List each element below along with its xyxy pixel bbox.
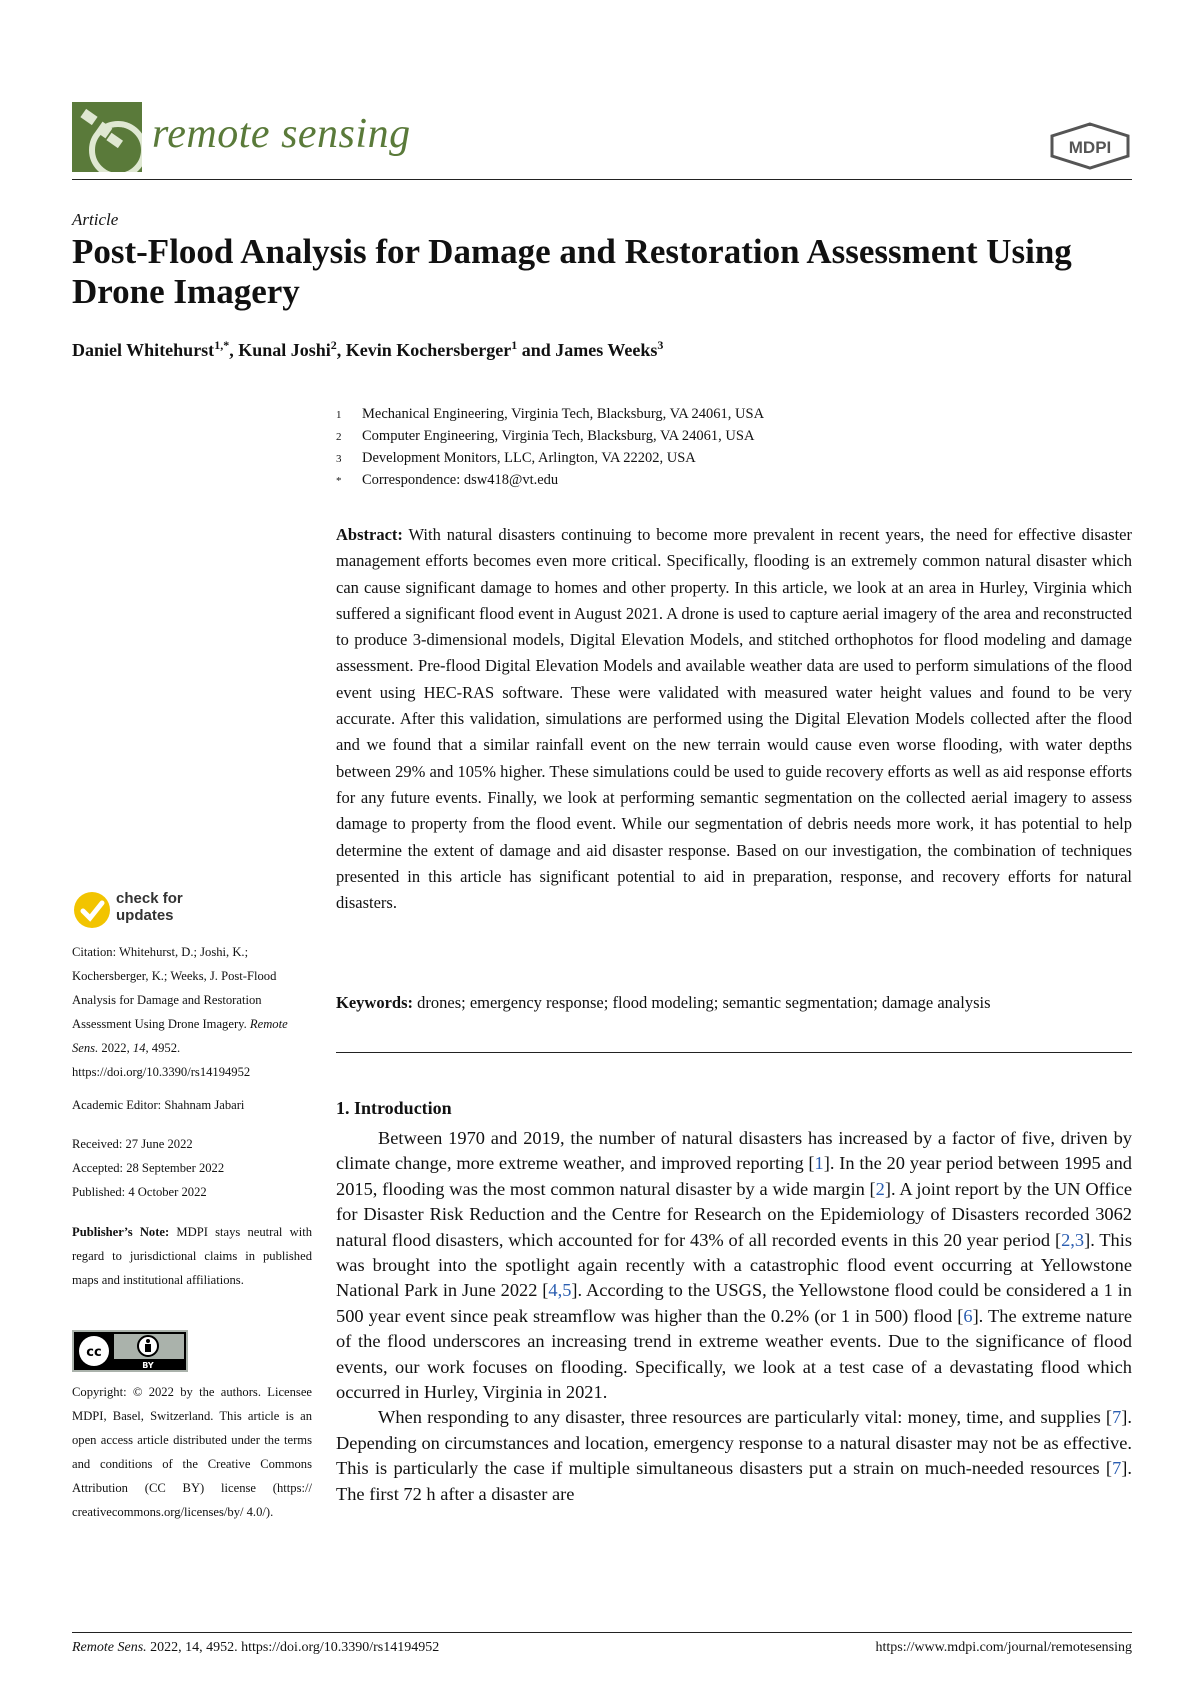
body-text: Between 1970 and 2019, the number of natural disasters has increased by a factor of five, driven by climate change, more extreme weather, and improved reporting [ bbox=[336, 1128, 1132, 1174]
dates-block bbox=[72, 1132, 312, 1204]
affiliation-text: Mechanical Engineering, Virginia Tech, Blacksburg, VA 24061, USA bbox=[362, 406, 765, 422]
keywords-label: Keywords: bbox=[336, 993, 413, 1012]
satellite-icon bbox=[72, 102, 142, 172]
affiliation-mark: 3 bbox=[336, 453, 342, 465]
citation-link[interactable]: 2,3 bbox=[1061, 1229, 1085, 1250]
body-text: When responding to any disaster, three resources are particularly vital: money, time, and supplies [ bbox=[378, 1407, 1113, 1428]
check-updates-line1: check for bbox=[116, 890, 183, 907]
body-text: ]. According to the USGS, the Yellowstone flood could be considered a 1 in 500 year event since peak streamflow was higher than the 0.2% (or 1 in 500) flood [ bbox=[336, 1280, 1132, 1326]
keywords bbox=[336, 993, 1132, 1013]
body-text: ]. A joint report by the UN Office for Disaster Risk Reduction and the Centre for Research on the Epidemiology of Disasters recorded 3062 natural flood disasters, which accounted for for 43% of all recorded events in this 20 year period [ bbox=[336, 1178, 1132, 1250]
cc-icon: cc bbox=[86, 1345, 102, 1360]
journal-logo bbox=[72, 102, 142, 172]
received-date: Received: 27 June 2022 bbox=[72, 1137, 193, 1151]
author-affiliation-mark: 3 bbox=[657, 338, 664, 352]
academic-editor: Academic Editor: Shahnam Jabari bbox=[72, 1098, 245, 1112]
citation-volume: 14, bbox=[132, 1041, 149, 1055]
citation-label: Citation: bbox=[72, 945, 117, 959]
citation-link[interactable]: 6 bbox=[963, 1305, 973, 1326]
author-list bbox=[72, 338, 663, 361]
check-icon bbox=[72, 890, 112, 930]
abstract bbox=[336, 522, 1132, 916]
author-affiliation-mark: 1,* bbox=[214, 338, 230, 352]
check-updates-line2: updates bbox=[116, 907, 174, 924]
citation-doi-link[interactable]: https://doi.org/10.3390/rs14194952 bbox=[72, 1065, 251, 1079]
publisher-note-text: MDPI stays neutral with regard to jurisdictional claims in published maps and institutional affiliations. bbox=[72, 1225, 313, 1287]
body-text: ]. The extreme nature of the flood underscores an increasing trend in extreme weather events. Due to the significance of flood events, our work focuses on flooding. Specifically, we look at a test case of a devastating flood which occurred in Hurley, Virginia in 2021. bbox=[336, 1305, 1132, 1403]
abstract-label: Abstract: bbox=[336, 525, 403, 544]
cc-by-license-badge[interactable] bbox=[72, 1330, 188, 1372]
body-paragraph bbox=[336, 1405, 1132, 1507]
affiliation-item bbox=[336, 472, 1136, 494]
citation-article-no: 4952. bbox=[151, 1041, 181, 1055]
publisher-note bbox=[72, 1220, 312, 1292]
keywords-text: drones; emergency response; flood modeling; semantic segmentation; damage analysis bbox=[417, 993, 991, 1012]
abstract-text: With natural disasters continuing to become more prevalent in recent years, the need for effective disaster management efforts becomes even more critical. Specifically, flooding is an extremely common natural disaster which can cause significant damage to homes and other property. In this article, we look at an area in Hurley, Virginia which suffered a significant flood event in August 2021. A drone is used to capture aerial imagery of the area and reconstructed to produce 3-dimensional models, Digital Elevation Models, and stitched orthophotos for flood modeling and damage assessment. Pre-flood Digital Elevation Models and available weather data are used to perform simulations of the flood event using HEC-RAS software. These were validated with measured water height values and found to be very accurate. After this validation, simulations are performed using the Digital Elevation Models collected after the flood and we found that a similar rainfall event on the new terrain would cause even worse flooding, with water depths between 29% and 105% higher. These simulations could be used to guide recovery efforts as well as aid response efforts for any future events. Finally, we look at performing semantic segmentation on the collected aerial imagery to assess damage to property from the flood event. While our segmentation of debris needs more work, it has potential to help determine the extent of damage and aid disaster response. Based on our investigation, the combination of techniques presented in this article has significant potential to aid in preparation, response, and recovery efforts for natural disasters. bbox=[336, 525, 1132, 913]
citation-year: 2022, bbox=[101, 1041, 130, 1055]
author-separator: , bbox=[336, 340, 346, 360]
copyright-block: Copyright: © 2022 by the authors. Licensee MDPI, Basel, Switzerland. This article is an open access article distributed under the terms and conditions of the Creative Commons Attribution (CC BY) license (https:// creativecommons.org/licenses/by/ 4.0/). bbox=[72, 1385, 312, 1519]
affiliation-text: Computer Engineering, Virginia Tech, Blacksburg, VA 24061, USA bbox=[362, 428, 755, 444]
citation-link[interactable]: 7 bbox=[1112, 1407, 1122, 1428]
affiliation-item bbox=[336, 428, 1136, 450]
section-rule bbox=[336, 1052, 1132, 1053]
author-separator: , bbox=[229, 340, 239, 360]
affiliation-list bbox=[336, 406, 1136, 494]
mdpi-logo bbox=[1048, 122, 1132, 170]
affiliation-text: Development Monitors, LLC, Arlington, VA 22202, USA bbox=[362, 450, 696, 466]
author-name: Daniel Whitehurst bbox=[72, 340, 215, 360]
citation-link[interactable]: 4,5 bbox=[548, 1280, 572, 1301]
affiliation-mark: 2 bbox=[336, 431, 342, 443]
citation-link[interactable]: 7 bbox=[1112, 1458, 1122, 1479]
author-name: Kevin Kochersberger bbox=[345, 340, 512, 360]
author-affiliation-mark: 2 bbox=[330, 338, 337, 352]
citation-link[interactable]: 1 bbox=[814, 1153, 824, 1174]
affiliation-mark: * bbox=[336, 475, 342, 487]
footer-citation bbox=[72, 1640, 439, 1656]
affiliation-text[interactable]: Correspondence: dsw418@vt.edu bbox=[362, 472, 559, 488]
footer-journal-url[interactable]: https://www.mdpi.com/journal/remotesensing bbox=[875, 1640, 1132, 1655]
author-name: Kunal Joshi bbox=[238, 340, 331, 360]
affiliation-item bbox=[336, 406, 1136, 428]
accepted-date: Accepted: 28 September 2022 bbox=[72, 1161, 225, 1175]
footer-rule bbox=[72, 1632, 1132, 1633]
footer-citation-text: 2022, 14, 4952. https://doi.org/10.3390/rs14194952 bbox=[150, 1640, 440, 1655]
author-separator: and bbox=[517, 340, 556, 360]
author-affiliation-mark: 1 bbox=[511, 338, 518, 352]
page-title: Post-Flood Analysis for Damage and Restoration Assessment Using Drone Imagery bbox=[72, 232, 1072, 311]
section-title: 1. Introduction bbox=[336, 1098, 452, 1118]
article-type: Article bbox=[72, 210, 119, 229]
published-date: Published: 4 October 2022 bbox=[72, 1185, 207, 1199]
affiliation-mark: 1 bbox=[336, 409, 342, 421]
footer-journal: Remote Sens. bbox=[72, 1640, 147, 1655]
header-rule bbox=[72, 179, 1132, 180]
journal-name: remote sensing bbox=[152, 111, 411, 157]
citation-block bbox=[72, 940, 312, 1084]
body-text: ]. This was brought into the spotlight again recently with a catastrophic flood event occurring at Yellowstone National Park in June 2022 [ bbox=[336, 1229, 1132, 1301]
citation-text: Whitehurst, D.; Joshi, K.; Kochersberger, K.; Weeks, J. Post-Flood Analysis for Damage and Restoration Assessment Using Drone Imagery. bbox=[72, 945, 277, 1031]
publisher-name: MDPI bbox=[1068, 138, 1112, 157]
body-paragraph bbox=[336, 1126, 1132, 1405]
body-text: ]. Depending on circumstances and location, emergency response to a natural disaster may not be as effective. This is particularly the case if multiple simultaneous disasters put a strain on much-needed resources [ bbox=[336, 1407, 1132, 1479]
citation-journal: Remote Sens. bbox=[72, 1017, 288, 1055]
by-icon: BY bbox=[142, 1361, 154, 1370]
check-for-updates-badge[interactable] bbox=[72, 888, 222, 932]
section-body bbox=[336, 1126, 1132, 1507]
author-name: James Weeks bbox=[555, 340, 658, 360]
citation-link[interactable]: 2 bbox=[875, 1178, 885, 1199]
publisher-note-label: Publisher’s Note: bbox=[72, 1225, 170, 1239]
body-text: ]. In the 20 year period between 1995 and 2015, flooding was the most common natural disaster by a wide margin [ bbox=[336, 1153, 1132, 1199]
body-text: ]. The first 72 h after a disaster are bbox=[336, 1458, 1132, 1504]
affiliation-item bbox=[336, 450, 1136, 472]
